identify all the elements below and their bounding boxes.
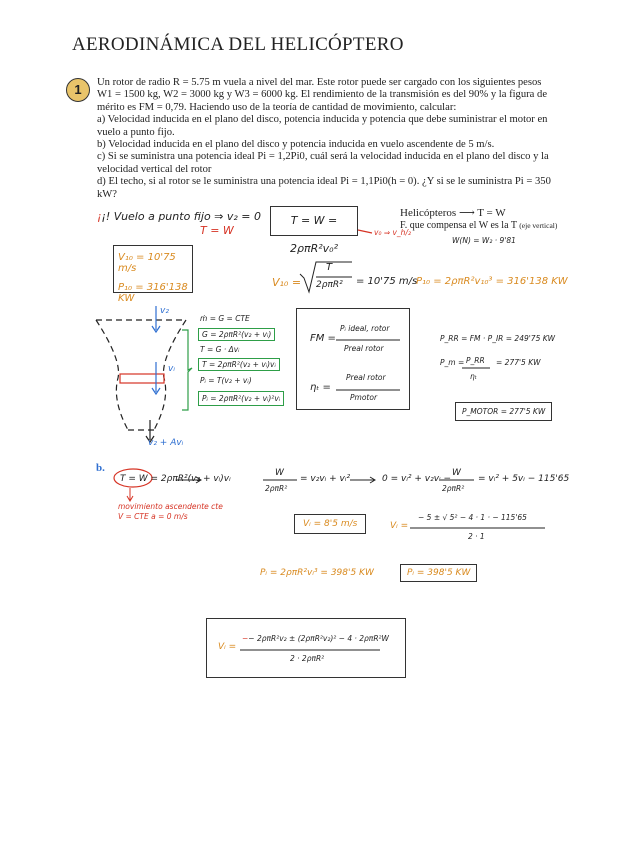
vi-formula-den: 2 · 1 [468,532,485,541]
general-vi-lhs: Vᵢ = [218,642,237,652]
thrust-equation: T = W = 2ρπR²v₀² [290,214,338,255]
pi-equation: Pᵢ = T(v₂ + vᵢ) [200,376,252,385]
v10-formula-lhs: V₁₀ = [272,276,302,289]
green-bracket [182,330,192,410]
v10-formula-value: = 10'75 m/s [356,276,418,287]
v10-formula-den: 2ρπR² [316,280,343,290]
problem-number-badge: 1 [66,78,90,102]
part-b-eq3-num: W [452,468,461,478]
fm-numerator: Pᵢ ideal, rotor [340,324,390,333]
rotor-disc [120,374,164,383]
thrust-note: v₀ ⇒ v_h/₂ [374,228,411,237]
fm-lhs: FM = [310,333,336,344]
fm-denominator: Preal rotor [344,344,384,353]
vi-formula-num: − 5 ± √ 5² − 4 · 1 · − 115'65 [418,513,527,522]
general-vi-den: 2 · 2ρπR² [290,654,325,663]
motor-power-den: ηₜ [470,372,477,381]
pi-full-equation: Pᵢ = 2ρπR²(v₂ + vᵢ)²vᵢ [198,391,284,406]
v10-result: V₁₀ = 10'75 m/s [118,252,176,274]
t-g-equation: T = G · Δvᵢ [200,345,240,354]
problem-part-c: c) Si se suministra una potencia ideal Pi = 1,2Pi0, cuál será la velocidad inducida en el plano del disco y la velocidad vertical del rotor [97,151,549,175]
part-b-eq3-den: 2ρπR² [442,484,465,493]
problem-intro: Un rotor de radio R = 5.75 m vuela a nivel del mar. Este rotor puede ser cargado con los siguientes pesos W1 = 1500 kg, W2 = 3000 kg y W3 = 6000 kg. El rendimiento de la transmisión es del 90% y la figura de mérito es FM = 0,79. Haciendo uso de la teoría de cantidad de movimiento, calcular: [97,77,548,113]
compensa-note: F. que compensa el W es la T (eje vertical) [400,220,558,231]
vi-label: vᵢ [168,364,175,374]
page-title: AERODINÁMICA DEL HELICÓPTERO [72,34,404,55]
part-b-eq3-lhs: 0 = vᵢ² + v₂vᵢ − [382,474,452,484]
part-b-eq3-rhs: = vᵢ² + 5vᵢ − 115'65 [478,474,570,484]
motor-power-box: P_MOTOR = 277'5 KW [455,402,552,421]
g-equation: G = 2ρπR²(v₂ + vᵢ) [198,328,275,341]
pi-result-box: Pᵢ = 398'5 KW [400,564,477,582]
real-rotor-power: P_RR = FM · P_IR = 249'75 KW [440,334,556,343]
v10-p10-box [113,245,193,304]
mdot-equation: ṁ = G = CTE [200,314,250,323]
weight-equation: W(N) = W₂ · 9'81 [452,236,516,245]
t-equals-w: T = W [200,224,234,237]
part-b-eq2-num: W [275,468,284,478]
motion-note-2: V = CTE a = 0 m/s [118,512,188,521]
part-b-eq2-rhs: = v₂vᵢ + vᵢ² [300,474,351,484]
problem-part-a: a) Velocidad inducida en el plano del disco, potencia inducida y potencia que debe suministrar el motor en vuelo a punto fijo. [97,114,548,138]
vi-result-box: Vᵢ = 8'5 m/s [294,514,366,534]
p10-result: P₁₀ = 316'138 KW [118,282,188,304]
part-b-label: b. [96,462,105,474]
outlet-velocity-label: v₂ + Avᵢ [148,438,184,448]
v10-formula-num: T [326,262,333,273]
motor-power-num: P_RR [466,356,485,365]
motor-power-value: = 277'5 KW [496,358,541,367]
problem-part-d: d) El techo, si al rotor se le suministra una potencia ideal Pi = 1,1Pi0(h = 0). ¿Y si se le suministra Pi = 350 kW? [97,176,551,200]
eta-numerator: Preal rotor [346,373,386,382]
t-full-equation: T = 2ρπR²(v₂ + vᵢ)vᵢ [198,358,280,371]
eta-denominator: Pmotor [350,393,378,402]
motion-note-1: movimiento ascendente cte [118,502,223,511]
motor-power-lhs: P_m = [440,358,465,367]
problem-part-b: b) Velocidad inducida en el plano del disco y potencia inducida en vuelo ascendente de 5 m/s. [97,139,495,151]
p10-formula: P₁₀ = 2ρπR²v₁₀³ = 316'138 KW [416,276,568,287]
part-b-eq2-den: 2ρπR² [265,484,288,493]
eta-lhs: ηₜ = [310,382,331,393]
streamtube-left [96,320,128,430]
part-b-eq1: T = W = 2ρπR²(v₂ + vᵢ)vᵢ [120,474,231,484]
pi-calculation: Pᵢ = 2ρπR²vᵢ³ = 398'5 KW [260,568,374,578]
thrust-equation-box [270,206,358,255]
general-vi-num: −− 2ρπR²v₂ ± (2ρπR²v₂)² − 4 · 2ρπR²W [242,634,389,643]
helicopters-note: Helicópteros ⟶ T = W [400,207,506,219]
hover-label: ¡¡! Vuelo a punto fijo ⇒ v₂ = 0 [97,210,262,223]
streamtube-right [154,320,186,430]
vi-formula-lhs: Vᵢ = [390,521,409,531]
vz-label: v₂ [160,306,169,316]
thrust-note-arrow [358,230,372,233]
